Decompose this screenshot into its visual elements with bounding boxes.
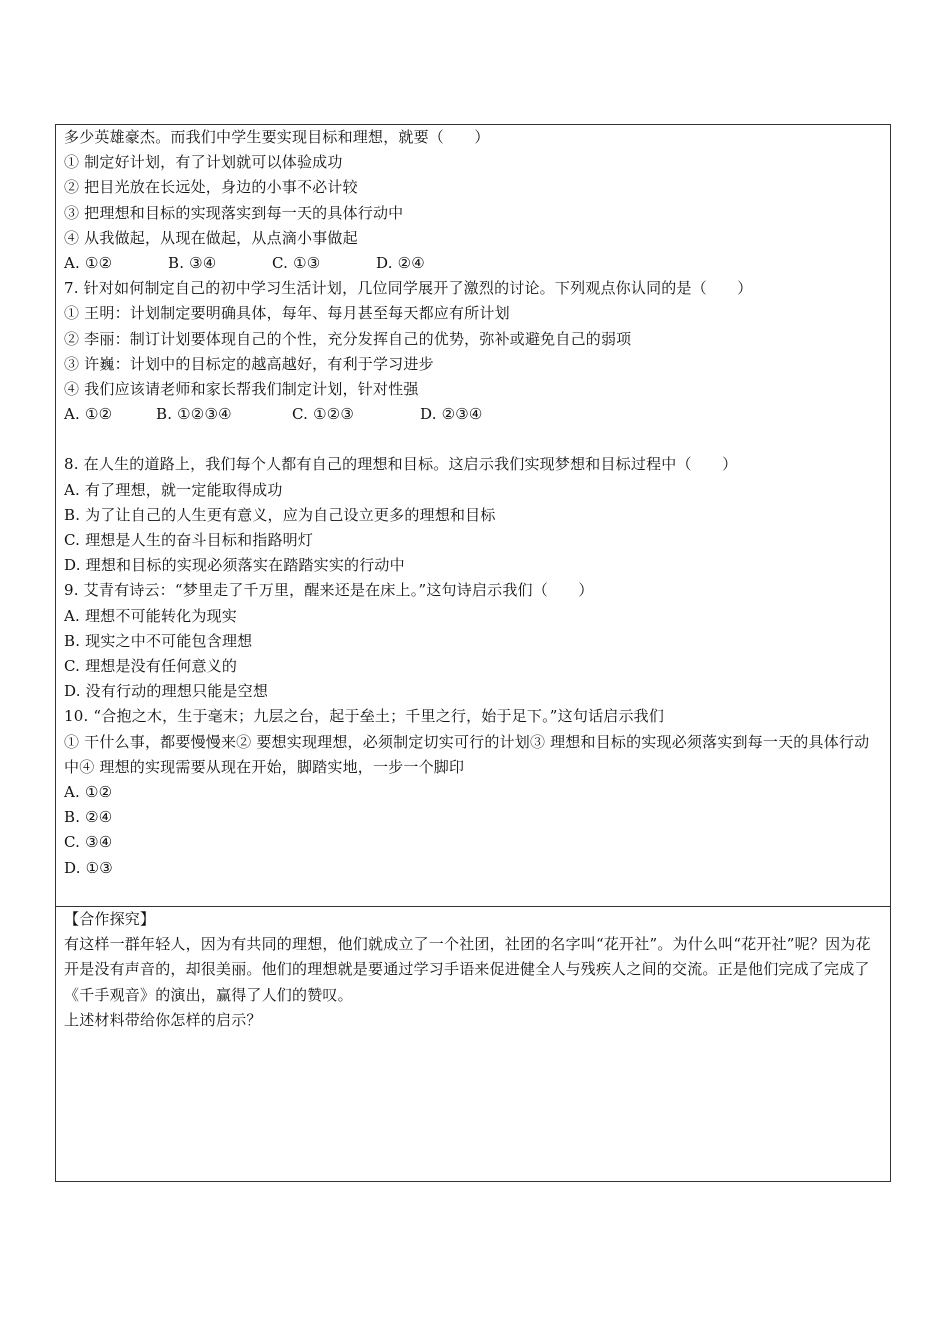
spacer bbox=[64, 427, 882, 452]
q8-option-d: D. 理想和目标的实现必须落实在踏踏实实的行动中 bbox=[64, 556, 405, 575]
q8-option-c: C. 理想是人生的奋斗目标和指路明灯 bbox=[64, 531, 314, 550]
q7-option-a: A. ①② bbox=[64, 405, 113, 424]
q10-option-d: D. ①③ bbox=[64, 858, 113, 877]
q6-stem-tail: 多少英雄豪杰。而我们中学生要实现目标和理想，就要（ ） bbox=[64, 128, 490, 146]
q9-stem: 9. 艾青有诗云：“梦里走了千万里，醒来还是在床上。”这句诗启示我们（ ） bbox=[64, 581, 594, 600]
inquiry-question: 上述材料带给你怎样的启示？ bbox=[64, 1010, 262, 1029]
q9-option-a: A. 理想不可能转化为现实 bbox=[64, 606, 237, 625]
q7-option-b: B. ①②③④ bbox=[156, 405, 232, 424]
q7-item-3: ③ 许巍：计划中的目标定的越高越好，有利于学习进步 bbox=[64, 354, 434, 373]
q6-option-a: A. ①② bbox=[64, 254, 113, 273]
q7-item-4: ④ 我们应该请老师和家长帮我们制定计划，针对性强 bbox=[64, 380, 419, 399]
q8-option-b: B. 为了让自己的人生更有意义，应为自己设立更多的理想和目标 bbox=[64, 505, 496, 524]
q6-options bbox=[64, 251, 882, 276]
q7-option-d: D. ②③④ bbox=[420, 405, 483, 424]
q7-option-c: C. ①②③ bbox=[292, 405, 355, 424]
worksheet-table bbox=[55, 124, 891, 1182]
q6-option-d: D. ②④ bbox=[376, 254, 425, 273]
q8-stem: 8. 在人生的道路上，我们每个人都有自己的理想和目标。这启示我们实现梦想和目标过程中（ ） bbox=[64, 455, 738, 474]
q9-option-b: B. 现实之中不可能包含理想 bbox=[64, 631, 253, 650]
q7-options bbox=[64, 402, 882, 427]
q6-item-2: ② 把目光放在长远处，身边的小事不必计较 bbox=[64, 178, 358, 197]
q6-item-1: ① 制定好计划，有了计划就可以体验成功 bbox=[64, 153, 343, 172]
q8-option-a: A. 有了理想，就一定能取得成功 bbox=[64, 480, 283, 499]
section-heading: 【合作探究】 bbox=[64, 910, 156, 928]
q10-option-b: B. ②④ bbox=[64, 808, 113, 827]
q7-item-1: ① 王明：计划制定要明确具体，每年、每月甚至每天都应有所计划 bbox=[64, 304, 510, 323]
q10-body: ① 干什么事，都要慢慢来② 要想实现理想，必须制定切实可行的计划③ 理想和目标的实现必须落实到每一天的具体行动中④ 理想的实现需要从现在开始，脚踏实地，一步一个脚印 bbox=[64, 732, 870, 776]
q6-item-3: ③ 把理想和目标的实现落实到每一天的具体行动中 bbox=[64, 203, 404, 222]
q6-option-c: C. ①③ bbox=[272, 254, 321, 273]
q9-option-d: D. 没有行动的理想只能是空想 bbox=[64, 682, 269, 701]
questions-cell bbox=[56, 125, 890, 906]
q7-stem: 7. 针对如何制定自己的初中学习生活计划，几位同学展开了激烈的讨论。下列观点你认同的是（ ） bbox=[64, 279, 753, 298]
q6-option-b: B. ③④ bbox=[168, 254, 217, 273]
cooperative-inquiry-cell bbox=[56, 906, 890, 1181]
q10-option-a: A. ①② bbox=[64, 783, 113, 802]
q6-item-4: ④ 从我做起，从现在做起，从点滴小事做起 bbox=[64, 228, 358, 247]
q9-option-c: C. 理想是没有任何意义的 bbox=[64, 657, 238, 676]
q10-option-c: C. ③④ bbox=[64, 833, 113, 852]
q7-item-2: ② 李丽：制订计划要体现自己的个性，充分发挥自己的优势，弥补或避免自己的弱项 bbox=[64, 329, 632, 348]
inquiry-passage: 有这样一群年轻人，因为有共同的理想，他们就成立了一个社团，社团的名字叫“花开社”。为什么叫“花开社”呢？因为花开是没有声音的，却很美丽。他们的理想就是要通过学习手语来促进健全人与残疾人之间的交流。正是他们完成了完成了《千手观音》的演出，赢得了人们的赞叹。 bbox=[64, 935, 871, 1004]
q10-stem: 10. “合抱之木，生于毫末；九层之台，起于垒土；千里之行，始于足下。”这句话启示我们 bbox=[64, 707, 665, 726]
